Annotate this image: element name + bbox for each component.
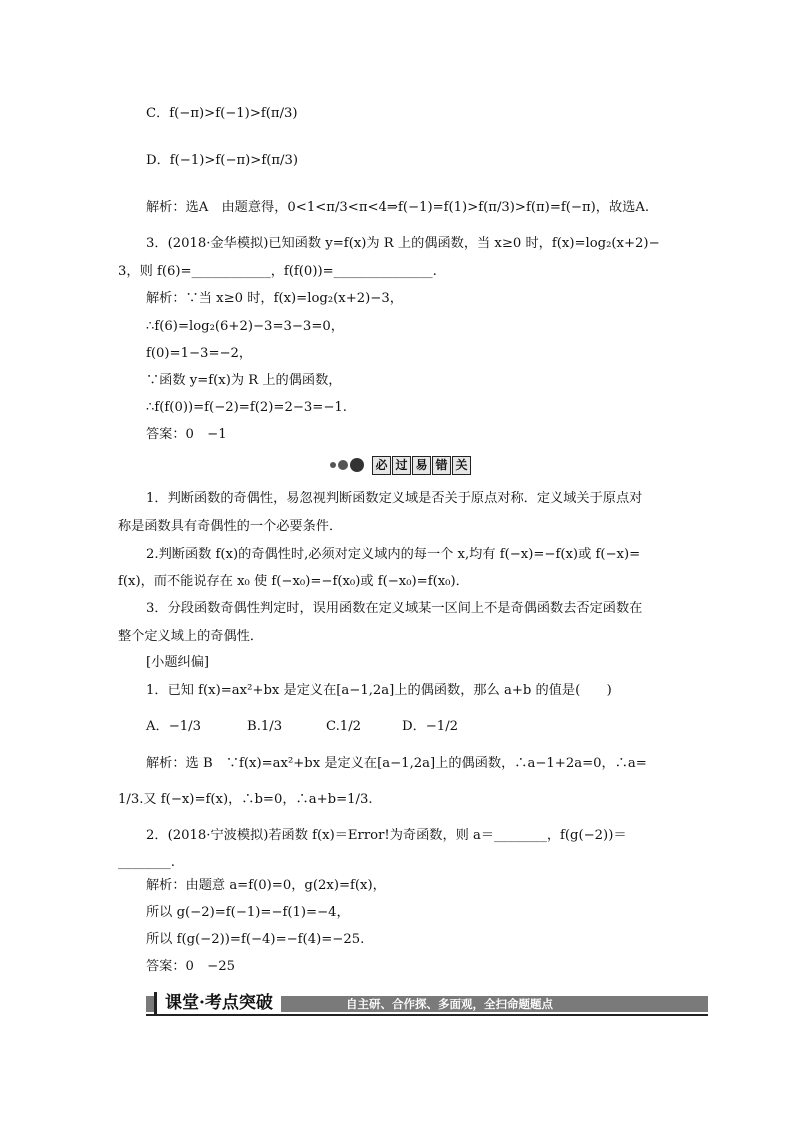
pitfall-paragraph: 称是函数具有奇偶性的一个必要条件．	[118, 519, 343, 534]
question-3-line: 3，则 f(6)=____________，f(f(0))=_______________.	[118, 264, 437, 279]
solution-line: 所以 f(g(−2))=f(−4)=−f(4)=−25.	[146, 932, 365, 947]
answer-line: 答案：0 −1	[146, 427, 227, 442]
badge-dots-icon	[330, 458, 366, 472]
solution-line: 解析：∵当 x≥0 时，f(x)=log₂(x+2)−3，	[146, 291, 403, 306]
exercise-option-c: C.1/2	[326, 719, 362, 734]
pitfall-paragraph: 整个定义域上的奇偶性．	[118, 629, 264, 644]
pitfall-paragraph: 1．判断函数的奇偶性，易忽视判断函数定义域是否关于原点对称．定义域关于原点对	[146, 491, 643, 506]
section-badge-char: 必	[372, 456, 391, 475]
solution-line: ∴f(f(0))=f(−2)=f(2)=2−3=−1.	[146, 400, 347, 415]
option-c-line: C．f(−π)>f(−1)>f(π/3)	[146, 106, 298, 121]
exercise-option-d: D．−1/2	[402, 719, 459, 734]
section-badge-char: 易	[412, 456, 431, 475]
banner-subtitle: 自主研、合作探、多面观，全扫命题题点	[346, 997, 553, 1011]
exercise-option-a: A．−1/3	[146, 719, 201, 734]
exercise-2-line: 2．(2018·宁波模拟)若函数 f(x)＝Error!为奇函数，则 a＝________，f(g(−2))＝	[146, 828, 627, 843]
pitfall-paragraph: 2.判断函数 f(x)的奇偶性时,必须对定义域内的每一个 x,均有 f(−x)=−f(x)或 f(−x)=	[146, 547, 641, 562]
section-badge-label	[372, 456, 472, 475]
section-badge-char: 关	[452, 456, 471, 475]
section-banner	[146, 994, 708, 1016]
pitfall-paragraph: 3．分段函数奇偶性判定时，误用函数在定义域某一区间上不是奇偶函数去否定函数在	[146, 601, 643, 616]
solution-line: ∴f(6)=log₂(6+2)−3=3−3=0，	[146, 319, 344, 334]
subsection-title: [小题纠偏]	[146, 655, 210, 670]
answer-line: 答案：0 −25	[146, 959, 235, 974]
section-badge	[330, 454, 472, 476]
exercise-2-line: ________.	[118, 855, 175, 870]
section-badge-char: 过	[392, 456, 411, 475]
banner-title: 课堂·考点突破	[154, 992, 281, 1014]
question-3-line: 3．(2018·金华模拟)已知函数 y=f(x)为 R 上的偶函数，当 x≥0 时，f(x)=log₂(x+2)−	[146, 236, 660, 251]
exercise-1-line: 1．已知 f(x)=ax²+bx 是定义在[a−1,2a]上的偶函数，那么 a+b 的值是( )	[146, 683, 612, 698]
option-d-line: D．f(−1)>f(−π)>f(π/3)	[146, 153, 299, 168]
solution-line: 解析：选A 由题意得，0<1<π/3<π<4⇒f(−1)=f(1)>f(π/3)>f(π)=f(−π)，故选A.	[146, 200, 650, 215]
solution-line: ∵函数 y=f(x)为 R 上的偶函数，	[146, 373, 342, 388]
solution-line: 1/3.又 f(−x)=f(x)，∴b=0，∴a+b=1/3.	[118, 792, 373, 807]
solution-line: 解析：选 B ∵f(x)=ax²+bx 是定义在[a−1,2a]上的偶函数，∴a−1+2a=0，∴a=	[146, 756, 647, 771]
pitfall-paragraph: f(x)，而不能说存在 x₀ 使 f(−x₀)=−f(x₀)或 f(−x₀)=f(x₀)．	[118, 574, 469, 589]
solution-line: f(0)=1−3=−2，	[146, 346, 253, 361]
exercise-option-b: B.1/3	[247, 719, 283, 734]
solution-line: 解析：由题意 a=f(0)=0，g(2x)=f(x)，	[146, 878, 386, 893]
section-badge-char: 错	[432, 456, 451, 475]
solution-line: 所以 g(−2)=f(−1)=−f(1)=−4，	[146, 905, 350, 920]
